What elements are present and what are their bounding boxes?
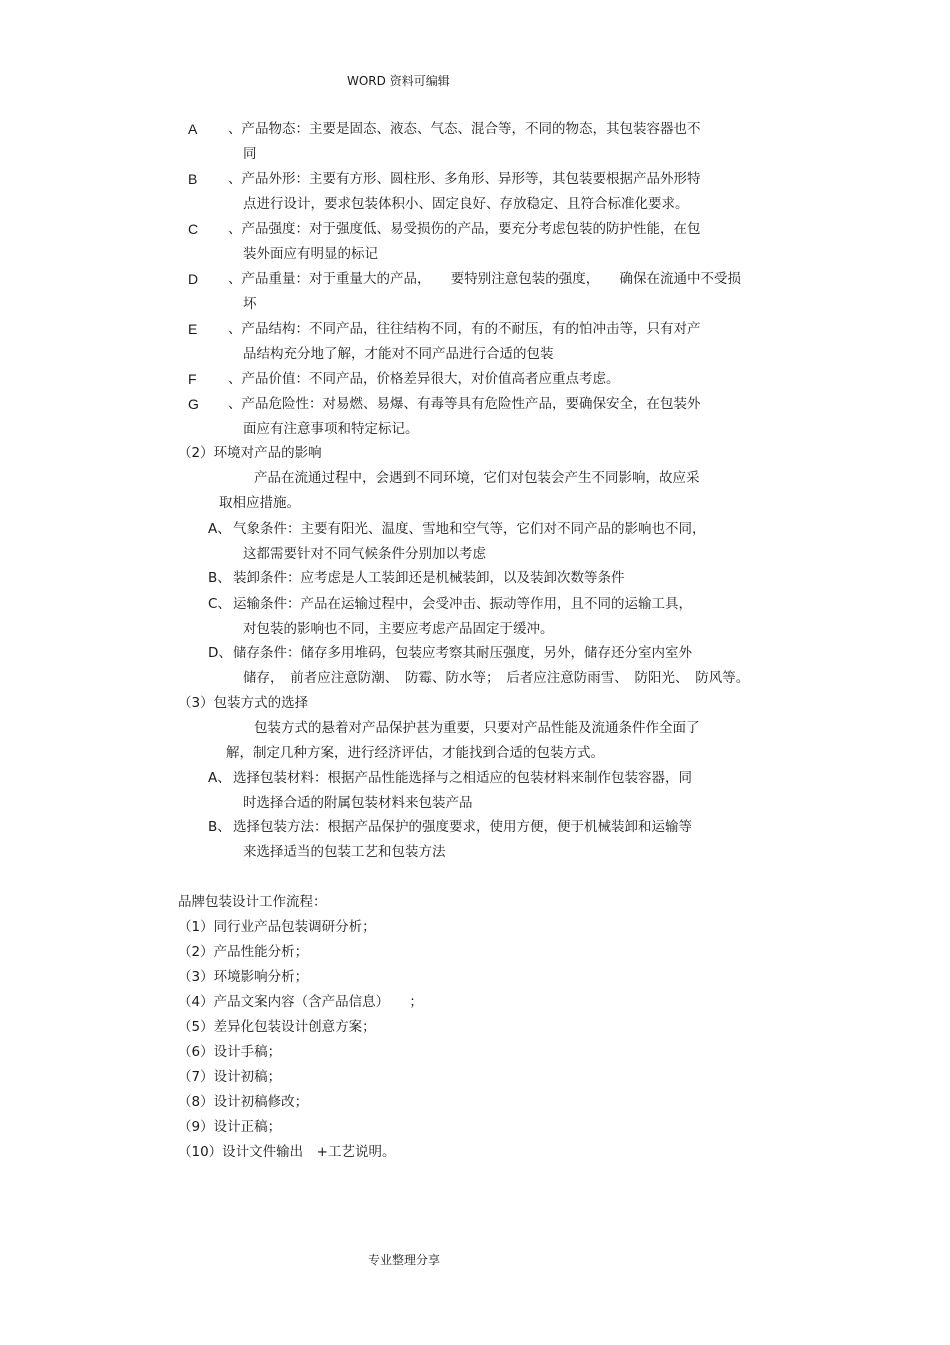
workflow-step: （8）设计初稿修改； [178, 1094, 309, 1110]
pack-letter-a: A、 [208, 770, 231, 786]
env-letter-a: A、 [208, 521, 231, 537]
workflow-step: （3）环境影响分析； [178, 969, 309, 985]
item-c-line-2: 装外面应有明显的标记 [243, 246, 378, 262]
pack-b-line-1: 选择包装方法：根据产品保护的强度要求，使用方便，便于机械装卸和运输等 [233, 819, 692, 835]
section-3-intro-line-2: 解，制定几种方案，进行经济评估，才能找到合适的包装方式。 [226, 745, 604, 761]
item-b-line-1: 、产品外形：主要有方形、圆柱形、多角形、异形等，其包装要根据产品外形特 [228, 171, 701, 187]
section-2-intro-line-2: 取相应措施。 [219, 495, 300, 511]
item-letter-c: C [188, 221, 199, 237]
env-d-line-1: 储存条件：储存多用堆码，包装应考察其耐压强度，另外，储存还分室内室外 [233, 645, 692, 661]
env-c-line-1: 运输条件：产品在运输过程中，会受冲击、振动等作用，且不同的运输工具， [233, 596, 692, 612]
workflow-step: （2）产品性能分析； [178, 944, 309, 960]
env-a-line-1: 气象条件：主要有阳光、温度、雪地和空气等，它们对不同产品的影响也不同， [233, 521, 706, 537]
env-a-line-2: 这都需要针对不同气候条件分别加以考虑 [243, 546, 486, 562]
item-c-line-1: 、产品强度：对于强度低、易受损伤的产品，要充分考虑包装的防护性能，在包 [228, 221, 701, 237]
pack-a-line-1: 选择包装材料：根据产品性能选择与之相适应的包装材料来制作包装容器，同 [233, 770, 692, 786]
env-letter-b: B、 [208, 570, 231, 586]
item-letter-f: F [188, 371, 197, 387]
page-footer: 专业整理分享 [368, 1253, 441, 1267]
env-c-line-2: 对包装的影响也不同，主要应考虑产品固定于缓冲。 [243, 621, 554, 637]
pack-b-line-2: 来选择适当的包装工艺和包装方法 [243, 844, 446, 860]
item-letter-g: G [188, 396, 199, 412]
item-d-line-2: 坏 [243, 296, 257, 312]
item-letter-e: E [188, 321, 198, 337]
env-letter-c: C、 [208, 596, 231, 612]
workflow-step: （1）同行业产品包装调研分析； [178, 919, 376, 935]
workflow-step: （6）设计手稿； [178, 1044, 282, 1060]
item-g-line-2: 面应有注意事项和特定标记。 [243, 421, 419, 437]
workflow-step: （5）差异化包装设计创意方案； [178, 1019, 376, 1035]
item-letter-a: A [188, 121, 198, 137]
workflow-step: （4）产品文案内容（含产品信息） ； [178, 994, 423, 1010]
item-f-line-1: 、产品价值：不同产品，价格差异很大，对价值高者应重点考虑。 [228, 371, 620, 387]
env-b-line-1: 装卸条件：应考虑是人工装卸还是机械装卸，以及装卸次数等条件 [233, 570, 625, 586]
item-letter-b: B [188, 171, 198, 187]
workflow-title: 品牌包装设计工作流程： [178, 894, 327, 910]
item-a-line-2: 同 [243, 146, 257, 162]
item-e-line-1: 、产品结构：不同产品，往往结构不同，有的不耐压，有的怕冲击等，只有对产 [228, 321, 701, 337]
workflow-step: （10）设计文件输出 +工艺说明。 [178, 1144, 396, 1160]
env-d-line-2: 储存， 前者应注意防潮、 防霉、防水等； 后者应注意防雨雪、 防阳光、 防风等。 [243, 670, 750, 686]
workflow-step: （7）设计初稿； [178, 1069, 282, 1085]
item-a-line-1: 、产品物态：主要是固态、液态、气态、混合等，不同的物态，其包装容器也不 [228, 121, 701, 137]
section-2-title: （2）环境对产品的影响 [178, 445, 322, 461]
pack-a-line-2: 时选择合适的附属包装材料来包装产品 [243, 795, 473, 811]
item-e-line-2: 品结构充分地了解，才能对不同产品进行合适的包装 [243, 346, 554, 362]
section-3-intro-line-1: 包装方式的悬着对产品保护甚为重要，只要对产品性能及流通条件作全面了 [254, 720, 700, 736]
item-b-line-2: 点进行设计，要求包装体积小、固定良好、存放稳定、且符合标准化要求。 [243, 196, 689, 212]
page-header: WORD 资料可编辑 [347, 74, 450, 88]
section-3-title: （3）包装方式的选择 [178, 695, 309, 711]
env-letter-d: D、 [208, 645, 232, 661]
item-g-line-1: 、产品危险性：对易燃、易爆、有毒等具有危险性产品，要确保安全，在包装外 [228, 396, 701, 412]
item-letter-d: D [188, 271, 199, 287]
pack-letter-b: B、 [208, 819, 231, 835]
workflow-step: （9）设计正稿； [178, 1119, 282, 1135]
section-2-intro-line-1: 产品在流通过程中，会遇到不同环境，它们对包装会产生不同影响，故应采 [254, 470, 700, 486]
item-d-line-1: 、产品重量：对于重量大的产品， 要特别注意包装的强度， 确保在流通中不受损 [228, 271, 741, 287]
